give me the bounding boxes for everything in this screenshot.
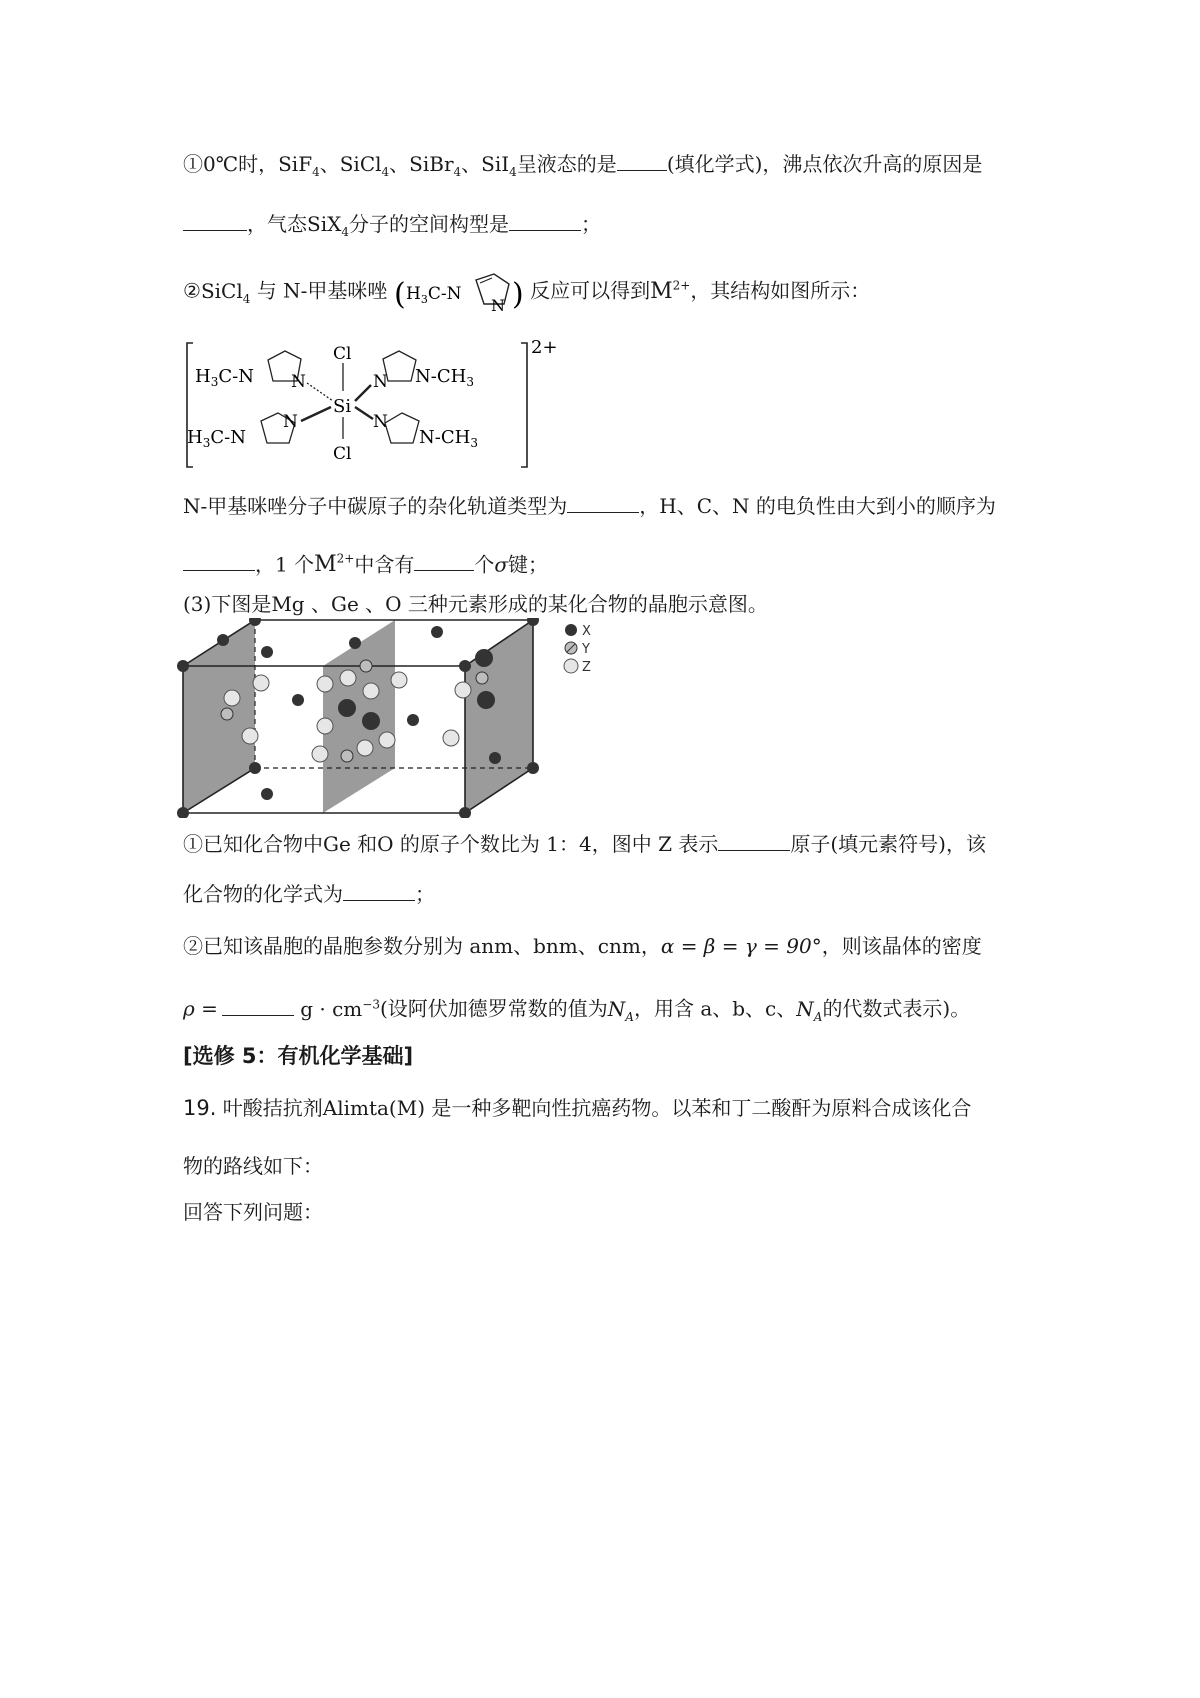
- atom-z: [242, 728, 258, 744]
- svg-text:N: N: [373, 372, 388, 392]
- answer-blank[interactable]: [509, 212, 581, 231]
- sigma-symbol: σ: [494, 552, 508, 577]
- atom-x: [362, 712, 380, 730]
- svg-text:N-CH3: $N-CH_3$: [415, 366, 474, 389]
- svg-text:X: X: [582, 624, 591, 639]
- legend: [564, 624, 591, 675]
- atom-x: [477, 691, 495, 709]
- atom-x: [217, 634, 229, 646]
- svg-text:Cl: Cl: [333, 344, 352, 364]
- formula-sicl4: SiCl$_4$: [339, 152, 390, 179]
- section-heading: [选修 5：有机化学基础]: [183, 1044, 414, 1068]
- ion-m2plus: $M^{2+}$: [314, 552, 355, 578]
- avogadro-symbol: $N_A$: [607, 996, 634, 1024]
- atom-x: [489, 752, 501, 764]
- atom-x: [261, 646, 273, 658]
- formula-sii4: SiI$_4$: [481, 152, 517, 179]
- question-line: 物的路线如下：: [183, 1154, 323, 1178]
- question-line: ，1 个$M^{2+}$中含有 个σ键；: [183, 545, 548, 579]
- rho-symbol: ρ =: [183, 996, 218, 1021]
- atom-z: [391, 672, 407, 688]
- atom-x: [459, 660, 471, 672]
- n-methylimidazole-structure: [394, 270, 524, 314]
- complex-structure-diagram: [183, 335, 563, 485]
- question-line: ，气态SiX$_4$分子的空间构型是 ；: [183, 210, 601, 246]
- ion-m2plus: $M^{2+}$: [650, 278, 691, 304]
- formula-sicl4: SiCl$_4$: [200, 278, 251, 306]
- svg-text:Cl: Cl: [333, 444, 352, 464]
- answer-blank[interactable]: [222, 997, 294, 1016]
- svg-text:Z: Z: [582, 660, 591, 675]
- svg-text:N: N: [373, 412, 388, 432]
- answer-blank[interactable]: [343, 882, 415, 901]
- formula-sif4: SiF$_4$: [278, 152, 320, 179]
- atom-z: [317, 676, 333, 692]
- drug-name: Alimta(M): [322, 1096, 426, 1120]
- density-unit: $g \cdot cm^{-3}$: [300, 996, 380, 1021]
- svg-text:N-CH3: $N-CH_3$: [419, 427, 478, 450]
- atom-x: [431, 626, 443, 638]
- crystal-cell-diagram: [175, 618, 635, 818]
- question-line: ①已知化合物中Ge 和O 的原子个数比为 1：4，图中 Z 表示 原子(填元素符号)，该: [183, 832, 986, 856]
- atom-z: [224, 690, 240, 706]
- atom-z: [317, 718, 333, 734]
- svg-text:Y: Y: [582, 642, 590, 657]
- atom-x: [261, 788, 273, 800]
- atom-y: [221, 708, 233, 720]
- answer-blank[interactable]: [183, 552, 255, 571]
- atom-z: [253, 675, 269, 691]
- question-line: ②已知该晶胞的晶胞参数分别为 anm、bnm、cnm，α = β = γ = 90°，则该晶体的密度: [183, 934, 982, 958]
- svg-text:(: (: [393, 277, 406, 312]
- question-number: 19.: [183, 1096, 217, 1120]
- atom-x: [292, 694, 304, 706]
- answer-blank[interactable]: [567, 494, 639, 513]
- question-line: 化合物的化学式为 ；: [183, 882, 435, 906]
- svg-text:N: N: [490, 296, 505, 314]
- atom-x: [407, 714, 419, 726]
- atom-x: [249, 762, 261, 774]
- svg-text:N: N: [283, 412, 298, 432]
- svg-text:2+: 2+: [531, 337, 558, 358]
- atom-y: [341, 750, 353, 762]
- answer-blank[interactable]: [718, 832, 790, 851]
- atom-z: [455, 682, 471, 698]
- question-line: ②SiCl$_4$ 与 N-甲基咪唑 ( $H_3C-N$ N ) 反应可以得到$M^{2+}$，其结构如图所示：: [183, 270, 870, 314]
- question-line: $\rho = g \cdot cm^{-3}$(设阿伏加德罗常数的值为$N_A$，用含 a、b、c、$N_A$的代数式表示)。: [183, 996, 971, 1024]
- question-line: N-甲基咪唑分子中碳原子的杂化轨道类型为 ，H、C、N 的电负性由大到小的顺序为: [183, 494, 996, 518]
- question-line: 19. 叶酸拮抗剂Alimta(M) 是一种多靶向性抗癌药物。以苯和丁二酸酐为原料合成该化合: [183, 1096, 972, 1120]
- atom-z: [357, 740, 373, 756]
- angle-condition: α = β = γ = 90°: [660, 934, 822, 958]
- atom-z: [312, 746, 328, 762]
- svg-text:Si: Si: [333, 396, 352, 417]
- question-line: 回答下列问题：: [183, 1200, 323, 1224]
- question-line: (3)下图是Mg 、Ge 、O 三种元素形成的某化合物的晶胞示意图。: [183, 592, 768, 616]
- atom-z: [340, 670, 356, 686]
- formula-six4: SiX$_4$: [307, 212, 349, 239]
- atom-x: [349, 637, 361, 649]
- answer-blank[interactable]: [617, 152, 667, 171]
- atom-y: [476, 672, 488, 684]
- svg-text:N: N: [291, 372, 306, 392]
- atom-x: [527, 762, 539, 774]
- atom-x: [338, 699, 356, 717]
- answer-blank[interactable]: [183, 212, 247, 231]
- svg-text:H3C-N: $H_3C-N$: [405, 284, 462, 306]
- svg-text:H3C-N: $H_3C-N$: [195, 366, 254, 389]
- atom-x: [177, 660, 189, 672]
- svg-text:): ): [511, 277, 524, 312]
- avogadro-symbol: $N_A$: [796, 996, 823, 1024]
- atom-z: [443, 730, 459, 746]
- atom-z: [363, 683, 379, 699]
- answer-blank[interactable]: [414, 552, 474, 571]
- formula-sibr4: SiBr$_4$: [409, 152, 462, 179]
- question-line: ①0℃时，SiF$_4$、SiCl$_4$、SiBr$_4$、SiI$_4$呈液态的是 (填化学式)，沸点依次升高的原因是: [183, 152, 983, 179]
- svg-text:H3C-N: $H_3C-N$: [187, 427, 246, 450]
- atom-x: [475, 649, 493, 667]
- atom-z: [379, 732, 395, 748]
- atom-y: [360, 660, 372, 672]
